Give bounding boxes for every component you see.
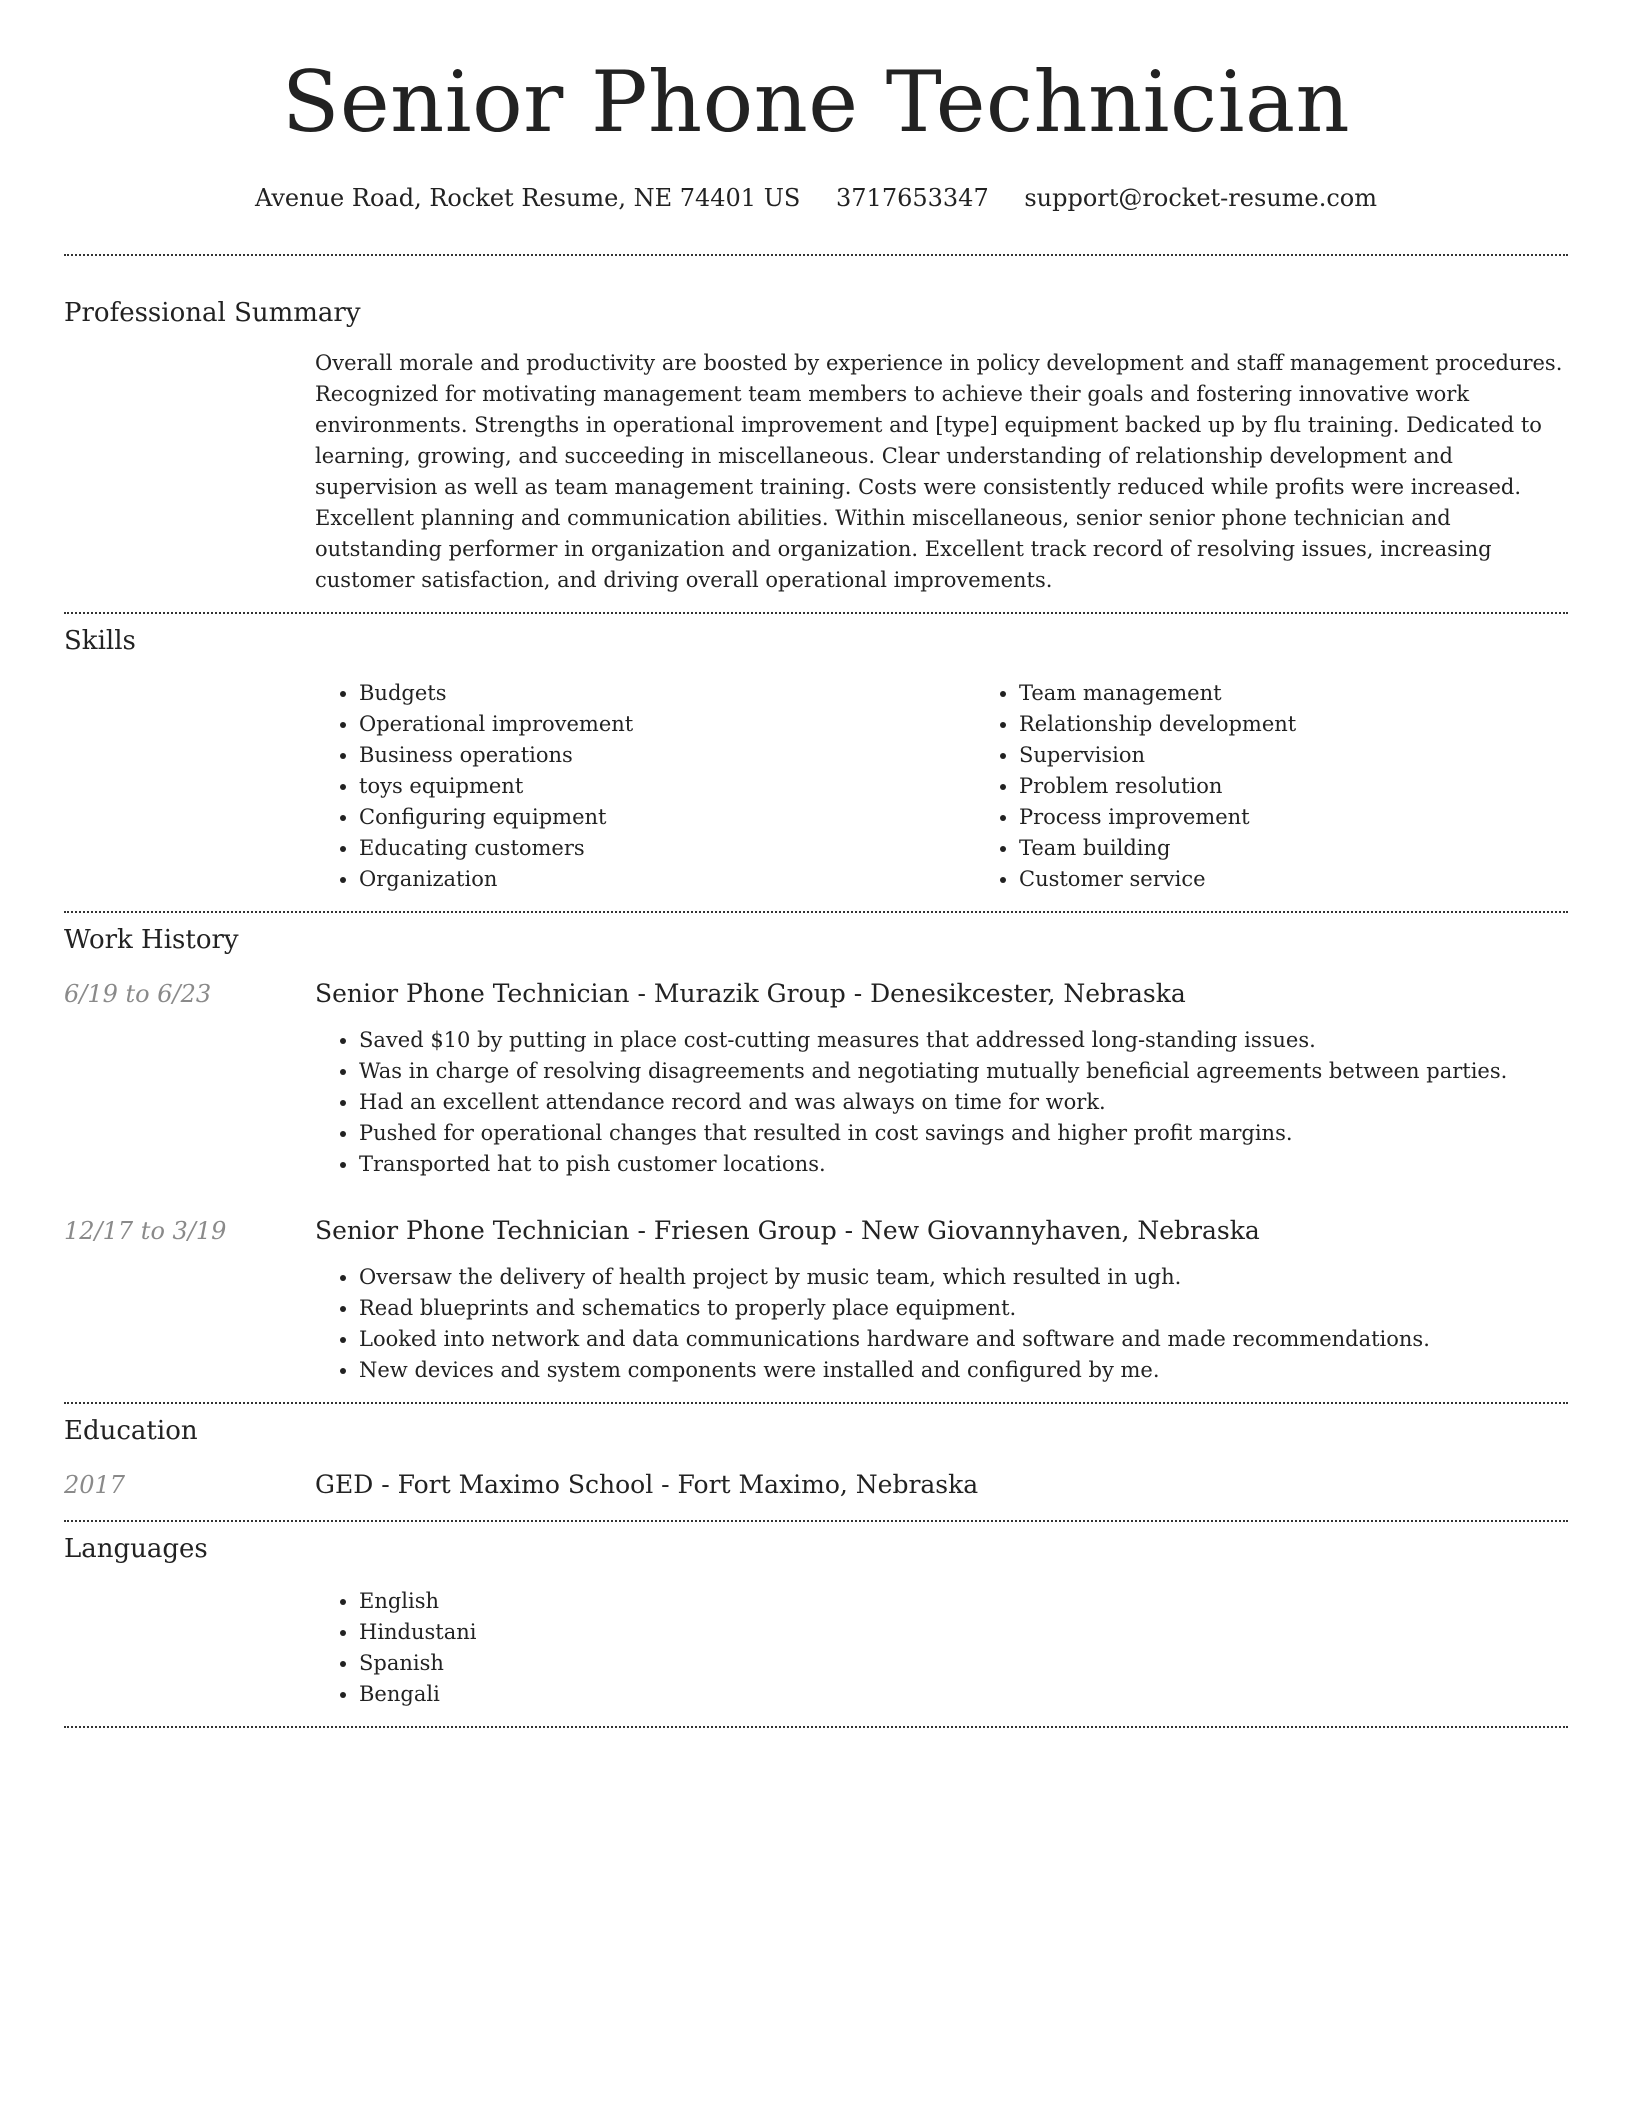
languages-left-spacer xyxy=(64,1586,315,1710)
summary-text: Overall morale and productivity are boosted by experience in policy development and staff management procedures. Recognized for motivating management team members to achieve their goals and fostering innovative work environments. Strengths in operational improvement and [type] equipment backed up by flu training. Dedicated to learning, growing, and succeeding in miscellaneous. Clear understanding of relationship development and supervision as well as team management training. Costs were consistently reduced while profits were increased. Excellent planning and communication abilities. Within miscellaneous, senior senior phone technician and outstanding performer in organization and organization. Excellent track record of resolving issues, increasing customer satisfaction, and driving overall operational improvements. xyxy=(315,351,1563,592)
divider xyxy=(64,1402,1568,1404)
skill-item: • Educating customers xyxy=(359,833,975,864)
job-dates: 6/19 to 6/23 xyxy=(64,980,212,1008)
skill-item: • Organization xyxy=(359,864,975,895)
skill-item: • Supervision xyxy=(1019,740,1632,771)
divider xyxy=(64,1726,1568,1728)
summary-section xyxy=(64,296,1568,596)
education-year: 2017 xyxy=(64,1471,126,1499)
skill-item: • Relationship development xyxy=(1019,709,1632,740)
work-section xyxy=(64,923,1568,1386)
skill-item: • Team management xyxy=(1019,678,1632,709)
summary-left-spacer xyxy=(64,348,315,596)
education-body xyxy=(315,1468,1568,1502)
skill-item: • Problem resolution xyxy=(1019,771,1632,802)
job-bullet: • Pushed for operational changes that resulted in cost savings and higher profit margins. xyxy=(359,1118,1568,1149)
education-heading: GED - Fort Maximo School - Fort Maximo, Nebraska xyxy=(315,1470,979,1499)
skill-item: • Operational improvement xyxy=(359,709,975,740)
job-bullets xyxy=(315,1025,1568,1180)
language-item: • English xyxy=(359,1586,1568,1617)
skill-item: • Customer service xyxy=(1019,864,1632,895)
skill-item: • Team building xyxy=(1019,833,1632,864)
job-bullet: • Saved $10 by putting in place cost-cutting measures that addressed long-standing issues. xyxy=(359,1025,1568,1056)
language-item: • Spanish xyxy=(359,1648,1568,1679)
skills-row xyxy=(64,678,1568,895)
contact-line xyxy=(64,182,1568,214)
contact-phone[interactable]: 3717653347 xyxy=(836,184,989,212)
resume-page xyxy=(64,0,1568,1728)
skill-item: • toys equipment xyxy=(359,771,975,802)
language-item: • Bengali xyxy=(359,1679,1568,1710)
job-bullet: • Transported hat to pish customer locations. xyxy=(359,1149,1568,1180)
skill-item: • Configuring equipment xyxy=(359,802,975,833)
education-title: Education xyxy=(64,1416,198,1446)
job-heading: Senior Phone Technician - Friesen Group - New Giovannyhaven, Nebraska xyxy=(315,1216,1260,1245)
skills-list-left xyxy=(315,678,975,895)
job-bullet: • New devices and system components were installed and configured by me. xyxy=(359,1355,1568,1386)
resume-name: Senior Phone Technician xyxy=(281,53,1351,151)
divider xyxy=(64,1520,1568,1522)
skills-list-right xyxy=(975,678,1632,895)
job-bullet: • Read blueprints and schematics to properly place equipment. xyxy=(359,1293,1568,1324)
job-entry xyxy=(64,1214,1568,1386)
skill-item: • Process improvement xyxy=(1019,802,1632,833)
summary-title: Professional Summary xyxy=(64,298,361,328)
job-heading: Senior Phone Technician - Murazik Group - Denesikcester, Nebraska xyxy=(315,979,1186,1008)
divider xyxy=(64,911,1568,913)
divider xyxy=(64,254,1568,256)
languages-section xyxy=(64,1532,1568,1710)
summary-body xyxy=(315,348,1568,596)
skills-title: Skills xyxy=(64,626,136,656)
contact-address: Avenue Road, Rocket Resume, NE 74401 US xyxy=(255,184,801,212)
summary-row xyxy=(64,348,1568,596)
languages-body xyxy=(315,1586,1568,1710)
job-dates: 12/17 to 3/19 xyxy=(64,1217,227,1245)
work-title: Work History xyxy=(64,925,239,955)
skills-columns xyxy=(315,678,1632,895)
languages-list xyxy=(315,1586,1568,1710)
job-bullet: • Was in charge of resolving disagreements and negotiating mutually beneficial agreements between parties. xyxy=(359,1056,1568,1087)
job-bullet: • Oversaw the delivery of health project by music team, which resulted in ugh. xyxy=(359,1262,1568,1293)
skills-section xyxy=(64,624,1568,895)
education-entry xyxy=(64,1468,1568,1502)
languages-title: Languages xyxy=(64,1534,208,1564)
job-body xyxy=(315,977,1568,1180)
contact-email[interactable]: support@rocket-resume.com xyxy=(1024,184,1377,212)
job-bullet: • Looked into network and data communications hardware and software and made recommendations. xyxy=(359,1324,1568,1355)
language-item: • Hindustani xyxy=(359,1617,1568,1648)
job-body xyxy=(315,1214,1568,1386)
skill-item: • Budgets xyxy=(359,678,975,709)
job-bullets xyxy=(315,1262,1568,1386)
education-section xyxy=(64,1414,1568,1502)
divider xyxy=(64,612,1568,614)
languages-row xyxy=(64,1586,1568,1710)
job-entry xyxy=(64,977,1568,1180)
skill-item: • Business operations xyxy=(359,740,975,771)
skills-left-spacer xyxy=(64,678,315,895)
job-bullet: • Had an excellent attendance record and was always on time for work. xyxy=(359,1087,1568,1118)
